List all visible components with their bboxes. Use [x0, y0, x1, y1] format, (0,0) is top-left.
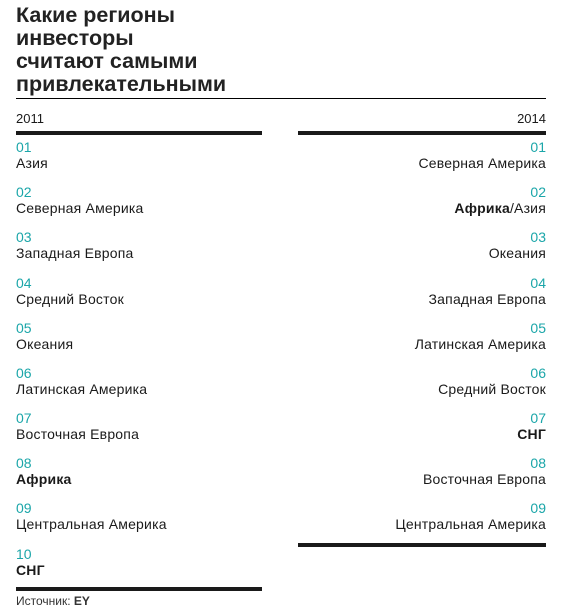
rank-number: 04	[530, 275, 546, 291]
rank-number: 07	[16, 410, 32, 426]
column-bottom-bar	[298, 543, 546, 547]
rank-number: 04	[16, 275, 32, 291]
list-item	[16, 320, 262, 353]
list-item	[16, 275, 262, 308]
region-name: Северная Америка	[418, 155, 546, 171]
list-item	[16, 139, 262, 172]
list-item	[16, 229, 262, 262]
region-name: Азия	[16, 155, 48, 171]
list-item	[298, 275, 546, 308]
region-name: Средний Восток	[438, 381, 546, 397]
rank-number: 10	[16, 546, 32, 562]
region-name-bold: Африка	[454, 200, 510, 216]
column-top-bar	[16, 131, 262, 135]
region-name: Африка	[16, 471, 72, 487]
year-label-2011: 2011	[16, 111, 44, 126]
rank-number: 05	[530, 320, 546, 336]
column-2011	[16, 0, 262, 610]
list-item	[298, 139, 546, 172]
region-name: Восточная Европа	[422, 471, 546, 487]
list-item	[16, 184, 262, 217]
region-name: Океания	[16, 336, 74, 352]
title-line-2: инвесторы	[16, 26, 134, 50]
region-name: Восточная Европа	[16, 426, 140, 442]
region-name: Центральная Америка	[395, 516, 546, 532]
list-item	[298, 320, 546, 353]
region-name: Средний Восток	[16, 291, 124, 307]
title-line-3: считают самыми	[16, 49, 198, 73]
list-item	[298, 500, 546, 533]
list-item	[298, 365, 546, 398]
list-item	[298, 455, 546, 488]
list-item	[16, 410, 262, 443]
region-name: Западная Европа	[16, 245, 134, 261]
region-name: Центральная Америка	[16, 516, 167, 532]
title-line-4: привлекательными	[16, 72, 227, 96]
rank-number: 05	[16, 320, 32, 336]
rank-number: 09	[16, 500, 32, 516]
region-name: Океания	[488, 245, 546, 261]
rank-number: 03	[16, 229, 32, 245]
column-top-bar	[298, 131, 546, 135]
rank-number: 01	[16, 139, 32, 155]
region-name: Латинская Америка	[16, 381, 148, 397]
source-label: Источник:	[16, 594, 71, 608]
list-item	[298, 410, 546, 443]
list-item	[16, 500, 262, 533]
source-note	[16, 594, 90, 608]
region-name-rest: /Азия	[509, 200, 546, 216]
list-item	[16, 365, 262, 398]
list-item	[16, 546, 262, 579]
rank-number: 08	[530, 455, 546, 471]
rank-number: 08	[16, 455, 32, 471]
rank-number: 07	[530, 410, 546, 426]
rank-number: 06	[530, 365, 546, 381]
rank-number: 06	[16, 365, 32, 381]
column-2014	[298, 0, 546, 610]
region-name	[298, 200, 546, 217]
rank-number: 02	[16, 184, 32, 200]
title-line-1: Какие регионы	[16, 3, 175, 27]
year-label-2014: 2014	[517, 111, 546, 126]
region-name: СНГ	[16, 562, 45, 578]
source-value: EY	[73, 594, 90, 608]
rank-number: 03	[530, 229, 546, 245]
rank-number: 09	[530, 500, 546, 516]
list-item	[298, 184, 546, 217]
list-item	[298, 229, 546, 262]
region-name: Западная Европа	[428, 291, 546, 307]
region-name: Северная Америка	[16, 200, 144, 216]
rank-number: 02	[530, 184, 546, 200]
region-name: Латинская Америка	[414, 336, 546, 352]
rank-number: 01	[530, 139, 546, 155]
column-bottom-bar	[16, 587, 262, 591]
region-name: СНГ	[517, 426, 546, 442]
list-item	[16, 455, 262, 488]
